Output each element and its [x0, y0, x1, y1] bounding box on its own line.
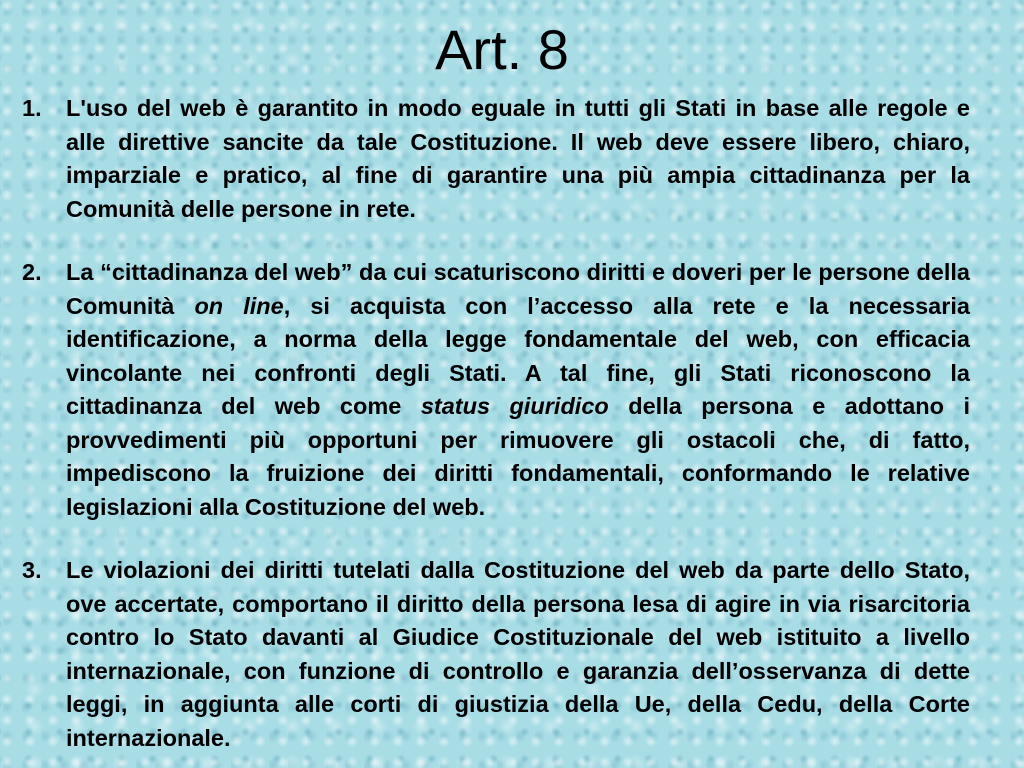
item-text-part: della persona e adottano i provvedimenti più opportuni per rimuovere gli ostacoli che, di fatto, impediscono la fruizione dei diritti fondamentali, conformando le relative legislazioni alla Costituzione del web.	[66, 393, 971, 520]
slide-title: Art. 8	[435, 18, 569, 81]
article-item-1	[22, 92, 970, 226]
item-text-part: La “cittadinanza del web” da cui scaturiscono diritti e doveri per le persone della Comunità	[66, 259, 970, 319]
item-number: 2.	[22, 259, 42, 285]
item-text: Le violazioni dei diritti tutelati dalla Costituzione del web da parte dello Stato, ove accertate, comportano il diritto della persona lesa di agire in via risarcitoria contro lo Stato davanti al Giudice Costituzionale del web istituito a livello internazionale, con funzione di controllo e garanzia dell’osservanza di dette leggi, in aggiunta alle corti di giustizia della Ue, della Cedu, della Corte internazionale.	[66, 557, 970, 751]
article-item-2	[22, 256, 970, 524]
item-italic-term: status giuridico	[420, 393, 609, 419]
item-text: L'uso del web è garantito in modo eguale in tutti gli Stati in base alle regole e alle direttive sancite da tale Costituzione. Il web deve essere libero, chiaro, imparziale e pratico, al fine di garantire una più ampia cittadinanza per la Comunità delle persone in rete.	[66, 95, 970, 222]
item-italic-term: on line	[194, 292, 284, 319]
item-number: 1.	[22, 95, 42, 121]
article-item-3	[22, 554, 970, 755]
item-text-part: , si acquista con l’accesso alla rete e la necessaria identificazione, a norma della legge fondamentale del web, con efficacia vincolante nei confronti degli Stati. A tal fine, gli Stati riconoscono la cittadinanza del web come	[66, 292, 970, 419]
item-number: 3.	[22, 557, 42, 583]
article-list	[22, 92, 970, 755]
